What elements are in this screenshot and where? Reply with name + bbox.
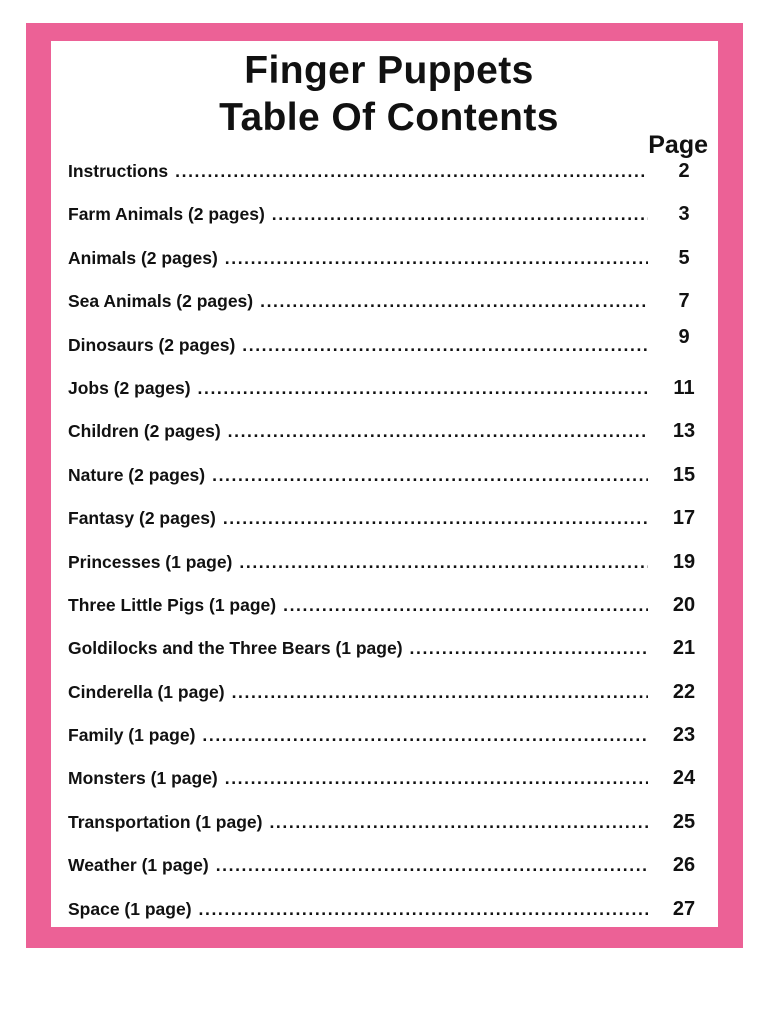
toc-entry — [68, 757, 710, 800]
toc-page-frame — [26, 23, 743, 948]
toc-entry — [68, 888, 710, 931]
dot-leader — [198, 367, 648, 410]
dot-leader — [228, 410, 648, 453]
toc-entry-label: Princesses (1 page) — [68, 551, 233, 572]
page-number: 23 — [672, 724, 696, 747]
toc-entry — [68, 367, 710, 410]
toc-entry-label: Cinderella (1 page) — [68, 681, 225, 702]
dot-leader — [232, 671, 648, 714]
page-number: 7 — [678, 290, 690, 313]
page-number: 9 — [678, 325, 690, 348]
toc-entry-label: Nature (2 pages) — [68, 464, 206, 485]
page-number: 20 — [672, 593, 696, 616]
toc-entry — [68, 410, 710, 453]
toc-entry — [68, 844, 710, 887]
toc-entry-label: Three Little Pigs (1 page) — [68, 594, 277, 615]
toc-list — [68, 150, 710, 931]
document-title-line2: Table Of Contents — [219, 96, 559, 139]
document-title-line1: Finger Puppets — [244, 49, 534, 92]
dot-leader — [223, 497, 648, 540]
toc-entry — [68, 801, 710, 844]
toc-entry — [68, 324, 710, 367]
page-number: 21 — [672, 637, 696, 660]
dot-leader — [260, 280, 648, 323]
toc-entry-label: Farm Animals (2 pages) — [68, 204, 265, 225]
toc-entry-label: Animals (2 pages) — [68, 247, 218, 268]
toc-entry-label: Dinosaurs (2 pages) — [68, 334, 236, 355]
dot-leader — [283, 584, 648, 627]
toc-entry-label: Children (2 pages) — [68, 421, 221, 442]
toc-entry — [68, 584, 710, 627]
toc-entry-label: Space (1 page) — [68, 898, 192, 919]
page-number: 24 — [672, 767, 696, 790]
page-column-header: Page — [648, 131, 708, 159]
toc-entry-label: Sea Animals (2 pages) — [68, 291, 254, 312]
page-number: 26 — [672, 854, 696, 877]
document-title — [68, 47, 710, 141]
toc-entry — [68, 280, 710, 323]
page-number: 22 — [672, 680, 696, 703]
dot-leader — [272, 193, 648, 236]
page-number: 19 — [672, 550, 696, 573]
toc-entry — [68, 237, 710, 280]
page-number: 25 — [672, 810, 696, 833]
page-number: 13 — [672, 420, 696, 443]
dot-leader — [225, 237, 648, 280]
dot-leader — [212, 454, 648, 497]
dot-leader — [175, 150, 648, 193]
dot-leader — [216, 844, 648, 887]
toc-entry — [68, 454, 710, 497]
page-number: 11 — [673, 376, 695, 399]
dot-leader — [239, 541, 648, 584]
dot-leader — [202, 714, 648, 757]
dot-leader — [269, 801, 648, 844]
page-number: 2 — [678, 160, 690, 182]
toc-entry — [68, 541, 710, 584]
toc-entry-label: Fantasy (2 pages) — [68, 508, 216, 529]
page-number: 5 — [678, 246, 690, 269]
toc-entry-label: Goldilocks and the Three Bears (1 page) — [68, 638, 403, 659]
dot-leader — [410, 627, 648, 670]
toc-entry — [68, 627, 710, 670]
toc-entry-label: Weather (1 page) — [68, 855, 209, 876]
toc-entry-label: Family (1 page) — [68, 725, 196, 746]
toc-page-content — [51, 41, 718, 927]
toc-entry-label: Jobs (2 pages) — [68, 377, 191, 398]
page-number: 15 — [672, 463, 696, 486]
dot-leader — [225, 757, 648, 800]
toc-entry — [68, 193, 710, 236]
dot-leader — [242, 324, 648, 367]
page-number: 27 — [672, 897, 696, 920]
page-number: 17 — [672, 507, 696, 530]
page-number: 3 — [678, 203, 690, 226]
toc-entry — [68, 497, 710, 540]
toc-entry — [68, 714, 710, 757]
toc-entry — [68, 150, 710, 193]
toc-entry-label: Monsters (1 page) — [68, 768, 218, 789]
toc-entry-label: Instructions — [68, 161, 169, 181]
dot-leader — [199, 888, 648, 931]
toc-entry-label: Transportation (1 page) — [68, 811, 263, 832]
toc-entry — [68, 671, 710, 714]
